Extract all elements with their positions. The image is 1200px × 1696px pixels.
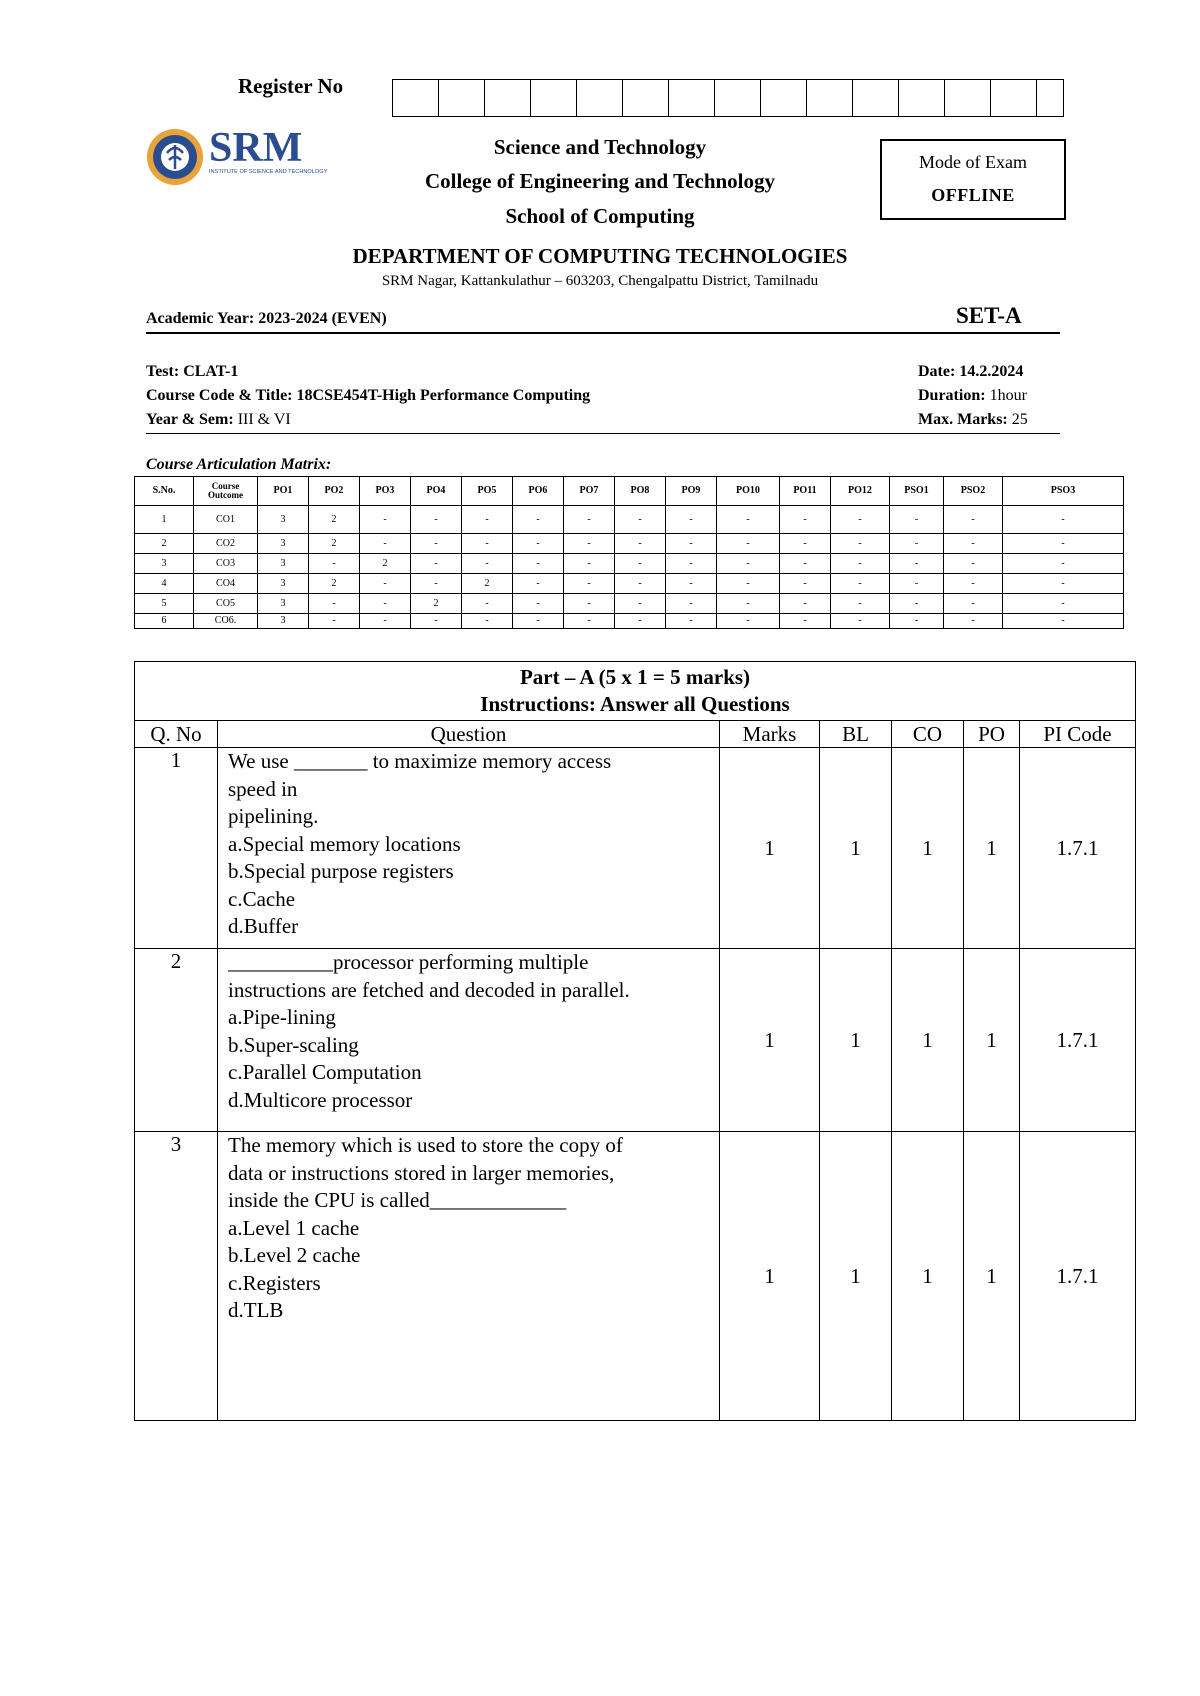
question-line: data or instructions stored in larger memories, [228,1160,615,1185]
part-a-column-header: Q. No [135,721,218,748]
matrix-cell: - [411,614,462,629]
matrix-cell: - [513,534,564,554]
matrix-cell: - [717,506,780,534]
register-digit-box[interactable] [715,80,761,116]
matrix-cell: - [666,574,717,594]
question-text [218,1132,720,1421]
articulation-matrix [134,476,1124,629]
date-info [918,363,1023,381]
question-marks: 1 [720,949,820,1132]
matrix-cell: - [513,614,564,629]
question-co: 1 [892,748,964,949]
register-digit-box[interactable] [623,80,669,116]
matrix-cell: - [666,534,717,554]
answer-option: d.Buffer [228,914,299,938]
matrix-cell: - [780,554,831,574]
matrix-cell: - [831,534,890,554]
matrix-header-cell: PO6 [513,477,564,506]
date-label: Date: [918,363,956,380]
question-row [135,949,1136,1132]
max-marks-value: 25 [1011,411,1028,428]
question-pi: 1.7.1 [1020,949,1136,1132]
matrix-cell: 5 [135,594,194,614]
matrix-cell: - [411,506,462,534]
matrix-header-cell: PO1 [258,477,309,506]
yearsem-info [146,411,291,429]
matrix-cell: CO2 [194,534,258,554]
question-bl: 1 [820,949,892,1132]
question-number: 2 [135,949,218,1132]
matrix-cell: 3 [258,594,309,614]
matrix-cell: - [360,594,411,614]
matrix-cell: - [666,594,717,614]
answer-option: c.Registers [228,1270,321,1295]
matrix-cell: - [462,594,513,614]
matrix-cell: - [944,554,1003,574]
matrix-cell: - [360,614,411,629]
matrix-cell: - [944,534,1003,554]
matrix-cell: - [666,506,717,534]
matrix-cell: 3 [258,534,309,554]
matrix-cell: - [717,534,780,554]
matrix-title: Course Articulation Matrix: [146,456,332,473]
test-value: CLAT-1 [183,363,239,380]
max-marks-label: Max. Marks: [918,411,1008,428]
register-digit-box[interactable] [393,80,439,116]
part-a-column-header: CO [892,721,964,748]
matrix-cell: - [360,534,411,554]
answer-option: a.Special memory locations [228,831,461,856]
yearsem-value: III & VI [237,411,291,428]
matrix-cell: 1 [135,506,194,534]
matrix-cell: - [360,574,411,594]
matrix-cell: - [944,574,1003,594]
question-pi: 1.7.1 [1020,748,1136,949]
matrix-cell: CO3 [194,554,258,574]
matrix-cell: 2 [360,554,411,574]
part-a-instructions: Instructions: Answer all Questions [480,692,790,716]
question-marks: 1 [720,1132,820,1421]
matrix-cell: - [360,506,411,534]
answer-option: d.Multicore processor [228,1087,413,1112]
register-digit-box[interactable] [531,80,577,116]
duration-label: Duration: [918,387,986,404]
matrix-cell: - [890,506,944,534]
matrix-cell: - [944,506,1003,534]
matrix-cell: CO4 [194,574,258,594]
question-line: instructions are fetched and decoded in parallel. [228,977,630,1002]
matrix-header-cell: PO4 [411,477,462,506]
question-line: inside the CPU is called_____________ [228,1188,567,1212]
matrix-header-cell: PO3 [360,477,411,506]
address: SRM Nagar, Kattankulathur – 603203, Chengalpattu District, Tamilnadu [381,273,819,289]
matrix-cell: CO6. [194,614,258,629]
matrix-cell: - [1003,594,1124,614]
question-po: 1 [964,1132,1020,1421]
matrix-cell: - [462,554,513,574]
matrix-row [135,574,1124,594]
matrix-cell: - [564,534,615,554]
matrix-cell: - [831,506,890,534]
matrix-cell: - [831,614,890,629]
matrix-cell: - [890,554,944,574]
answer-option: b.Level 2 cache [228,1243,361,1267]
matrix-header-cell: PO11 [780,477,831,506]
register-digit-box[interactable] [439,80,485,116]
part-a-title: Part – A (5 x 1 = 5 marks) [519,665,751,689]
matrix-header-cell: PO2 [309,477,360,506]
part-a-column-header: Marks [720,721,820,748]
matrix-cell: 2 [462,574,513,594]
question-line: pipelining. [228,804,319,828]
matrix-header-cell: S.No. [135,477,194,506]
question-row [135,1132,1136,1421]
matrix-header-cell: PO12 [831,477,890,506]
part-a-header [135,662,1136,721]
max-marks-info [918,411,1028,429]
register-digit-box[interactable] [991,80,1037,116]
matrix-cell: - [1003,554,1124,574]
matrix-cell: 2 [309,506,360,534]
mode-value: OFFLINE [931,185,1015,205]
answer-option: b.Special purpose registers [228,859,454,883]
register-digit-box[interactable] [577,80,623,116]
register-digit-box[interactable] [899,80,945,116]
matrix-cell: - [666,614,717,629]
register-digit-box[interactable] [1037,80,1063,116]
matrix-cell: - [780,534,831,554]
matrix-cell: - [717,614,780,629]
matrix-cell: 3 [258,506,309,534]
matrix-header-cell: PO10 [717,477,780,506]
matrix-header-cell: PSO1 [890,477,944,506]
register-digit-box[interactable] [485,80,531,116]
matrix-cell: CO5 [194,594,258,614]
divider [146,433,1060,434]
divider [146,332,1060,334]
matrix-cell: - [309,614,360,629]
question-marks: 1 [720,748,820,949]
matrix-cell: - [309,594,360,614]
question-po: 1 [964,949,1020,1132]
matrix-header-cell: PO5 [462,477,513,506]
matrix-cell: - [513,594,564,614]
matrix-cell: - [615,534,666,554]
matrix-cell: - [1003,574,1124,594]
part-a-table [134,661,1136,1421]
matrix-cell: 2 [135,534,194,554]
matrix-cell: - [411,554,462,574]
answer-option: b.Super-scaling [228,1032,359,1057]
matrix-cell: 4 [135,574,194,594]
part-a-column-header: PO [964,721,1020,748]
matrix-cell: - [890,534,944,554]
register-no-label: Register No [238,74,344,98]
matrix-cell: - [615,574,666,594]
matrix-cell: - [890,574,944,594]
question-bl: 1 [820,748,892,949]
matrix-cell: 2 [411,594,462,614]
yearsem-label: Year & Sem: [146,411,234,428]
matrix-cell: - [564,594,615,614]
test-info [146,363,238,381]
logo-text: SRM [209,127,303,171]
part-a-column-header: BL [820,721,892,748]
question-text [218,748,720,949]
matrix-cell: - [411,534,462,554]
question-row [135,748,1136,949]
question-text [218,949,720,1132]
matrix-cell: 3 [258,614,309,629]
header-line-3: School of Computing [505,204,695,228]
header-line-1: Science and Technology [493,135,707,159]
matrix-cell: - [780,506,831,534]
course-label: Course Code & Title: [146,387,293,404]
matrix-cell: - [564,554,615,574]
matrix-cell: - [717,554,780,574]
matrix-cell: - [944,594,1003,614]
register-digit-box[interactable] [669,80,715,116]
question-co: 1 [892,1132,964,1421]
matrix-cell: - [780,594,831,614]
matrix-cell: - [513,554,564,574]
question-po: 1 [964,748,1020,949]
question-line: __________processor performing multiple [228,950,589,974]
question-line: The memory which is used to store the copy of [228,1133,623,1157]
answer-option: a.Pipe-lining [228,1005,336,1029]
matrix-header-cell: PSO2 [944,477,1003,506]
answer-option: d.TLB [228,1298,284,1322]
matrix-cell: - [780,574,831,594]
matrix-header-cell: PO9 [666,477,717,506]
matrix-row [135,614,1124,629]
matrix-row [135,554,1124,574]
matrix-cell: - [411,574,462,594]
answer-option: a.Level 1 cache [228,1215,360,1240]
matrix-cell: - [1003,614,1124,629]
matrix-cell: 2 [309,534,360,554]
matrix-cell: - [615,594,666,614]
register-digit-box[interactable] [853,80,899,116]
matrix-cell: 3 [135,554,194,574]
answer-option: c.Parallel Computation [228,1060,422,1084]
matrix-cell: - [780,614,831,629]
matrix-cell: - [890,594,944,614]
part-a-column-header: Question [218,721,720,748]
matrix-header-cell: PO8 [615,477,666,506]
department-title: DEPARTMENT OF COMPUTING TECHNOLOGIES [352,244,848,268]
question-number: 3 [135,1132,218,1421]
matrix-cell: CO1 [194,506,258,534]
matrix-cell: - [831,554,890,574]
matrix-cell: 3 [258,554,309,574]
matrix-row [135,534,1124,554]
question-co: 1 [892,949,964,1132]
test-label: Test: [146,363,180,380]
matrix-cell: - [831,574,890,594]
date-value: 14.2.2024 [959,363,1024,380]
question-pi: 1.7.1 [1020,1132,1136,1421]
set-label: SET-A [956,303,1022,328]
matrix-header-cell: Course Outcome [194,477,258,506]
matrix-header-cell: PSO3 [1003,477,1124,506]
matrix-cell: 3 [258,574,309,594]
course-value: 18CSE454T-High Performance Computing [296,387,591,404]
answer-option: c.Cache [228,886,296,911]
matrix-cell: - [717,594,780,614]
matrix-cell: - [944,614,1003,629]
question-bl: 1 [820,1132,892,1421]
matrix-cell: - [513,506,564,534]
register-digit-box[interactable] [761,80,807,116]
matrix-row [135,594,1124,614]
matrix-cell: - [564,614,615,629]
matrix-cell: - [615,506,666,534]
matrix-cell: 6 [135,614,194,629]
matrix-cell: - [564,574,615,594]
matrix-cell: - [831,594,890,614]
matrix-cell: - [615,614,666,629]
course-info [146,387,590,405]
academic-year: Academic Year: 2023-2024 (EVEN) [146,310,387,327]
register-no-boxes[interactable] [392,79,1064,117]
matrix-cell: - [1003,506,1124,534]
duration-info [918,387,1027,405]
matrix-cell: - [513,574,564,594]
matrix-cell: - [309,554,360,574]
question-line: speed in [228,776,298,801]
matrix-cell: - [1003,534,1124,554]
mode-label: Mode of Exam [919,152,1027,172]
matrix-cell: - [666,554,717,574]
matrix-cell: - [462,614,513,629]
matrix-header-cell: PO7 [564,477,615,506]
register-digit-box[interactable] [945,80,991,116]
matrix-cell: - [717,574,780,594]
mode-of-exam-box [880,139,1066,220]
matrix-cell: 2 [309,574,360,594]
part-a-column-header: PI Code [1020,721,1136,748]
register-digit-box[interactable] [807,80,853,116]
matrix-cell: - [615,554,666,574]
question-line: We use _______ to maximize memory access [228,749,612,773]
matrix-cell: - [462,506,513,534]
header-line-2: College of Engineering and Technology [424,169,776,193]
duration-value: 1hour [989,387,1027,404]
matrix-row [135,506,1124,534]
question-number: 1 [135,748,218,949]
logo-subtext: INSTITUTE OF SCIENCE AND TECHNOLOGY [209,169,328,175]
matrix-cell: - [462,534,513,554]
matrix-cell: - [564,506,615,534]
matrix-cell: - [890,614,944,629]
